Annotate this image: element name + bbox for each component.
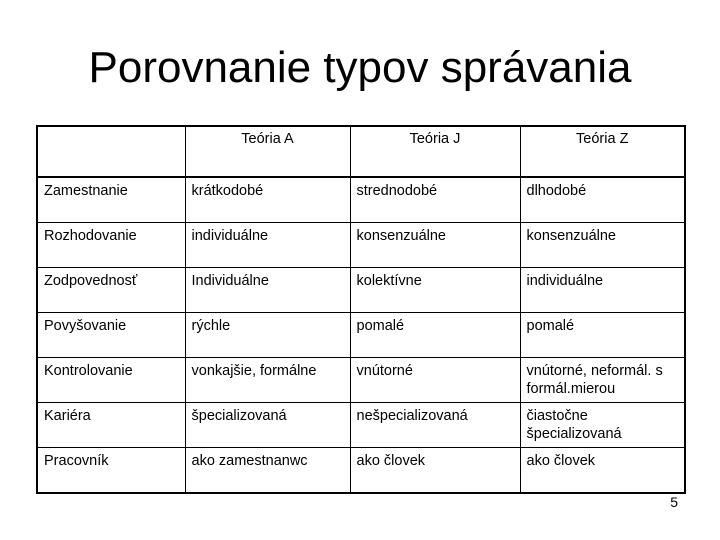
row-label: Rozhodovanie bbox=[37, 223, 185, 268]
row-label: Zodpovednosť bbox=[37, 268, 185, 313]
cell-teoria-a: rýchle bbox=[185, 313, 350, 358]
table-row bbox=[37, 448, 685, 494]
row-label: Kontrolovanie bbox=[37, 358, 185, 403]
cell-teoria-a: ako zamestnanwc bbox=[185, 448, 350, 494]
cell-teoria-j: nešpecializovaná bbox=[350, 403, 520, 448]
table-row bbox=[37, 313, 685, 358]
cell-teoria-j: kolektívne bbox=[350, 268, 520, 313]
cell-teoria-j: pomalé bbox=[350, 313, 520, 358]
header-teoria-z: Teória Z bbox=[520, 126, 685, 177]
cell-teoria-z: čiastočne špecializovaná bbox=[520, 403, 685, 448]
cell-teoria-z: vnútorné, neformál. s formál.mierou bbox=[520, 358, 685, 403]
table-row bbox=[37, 268, 685, 313]
page-number: 5 bbox=[670, 494, 678, 510]
cell-teoria-a: vonkajšie, formálne bbox=[185, 358, 350, 403]
header-row bbox=[37, 126, 685, 177]
table-row bbox=[37, 403, 685, 448]
slide-title: Porovnanie typov správania bbox=[88, 43, 632, 92]
cell-teoria-z: ako človek bbox=[520, 448, 685, 494]
cell-teoria-j: ako človek bbox=[350, 448, 520, 494]
comparison-table bbox=[36, 125, 686, 494]
cell-teoria-j: konsenzuálne bbox=[350, 223, 520, 268]
row-label: Zamestnanie bbox=[37, 177, 185, 223]
table-row bbox=[37, 223, 685, 268]
cell-teoria-a: individuálne bbox=[185, 223, 350, 268]
cell-teoria-a: krátkodobé bbox=[185, 177, 350, 223]
table-row bbox=[37, 177, 685, 223]
cell-teoria-a: Individuálne bbox=[185, 268, 350, 313]
row-label: Povyšovanie bbox=[37, 313, 185, 358]
row-label: Kariéra bbox=[37, 403, 185, 448]
header-teoria-j: Teória J bbox=[350, 126, 520, 177]
table-row bbox=[37, 358, 685, 403]
cell-teoria-z: pomalé bbox=[520, 313, 685, 358]
cell-teoria-a: špecializovaná bbox=[185, 403, 350, 448]
cell-teoria-j: vnútorné bbox=[350, 358, 520, 403]
cell-teoria-j: strednodobé bbox=[350, 177, 520, 223]
cell-teoria-z: dlhodobé bbox=[520, 177, 685, 223]
row-label: Pracovník bbox=[37, 448, 185, 494]
header-teoria-a: Teória A bbox=[185, 126, 350, 177]
cell-teoria-z: konsenzuálne bbox=[520, 223, 685, 268]
cell-teoria-z: individuálne bbox=[520, 268, 685, 313]
header-corner-cell bbox=[37, 126, 185, 177]
